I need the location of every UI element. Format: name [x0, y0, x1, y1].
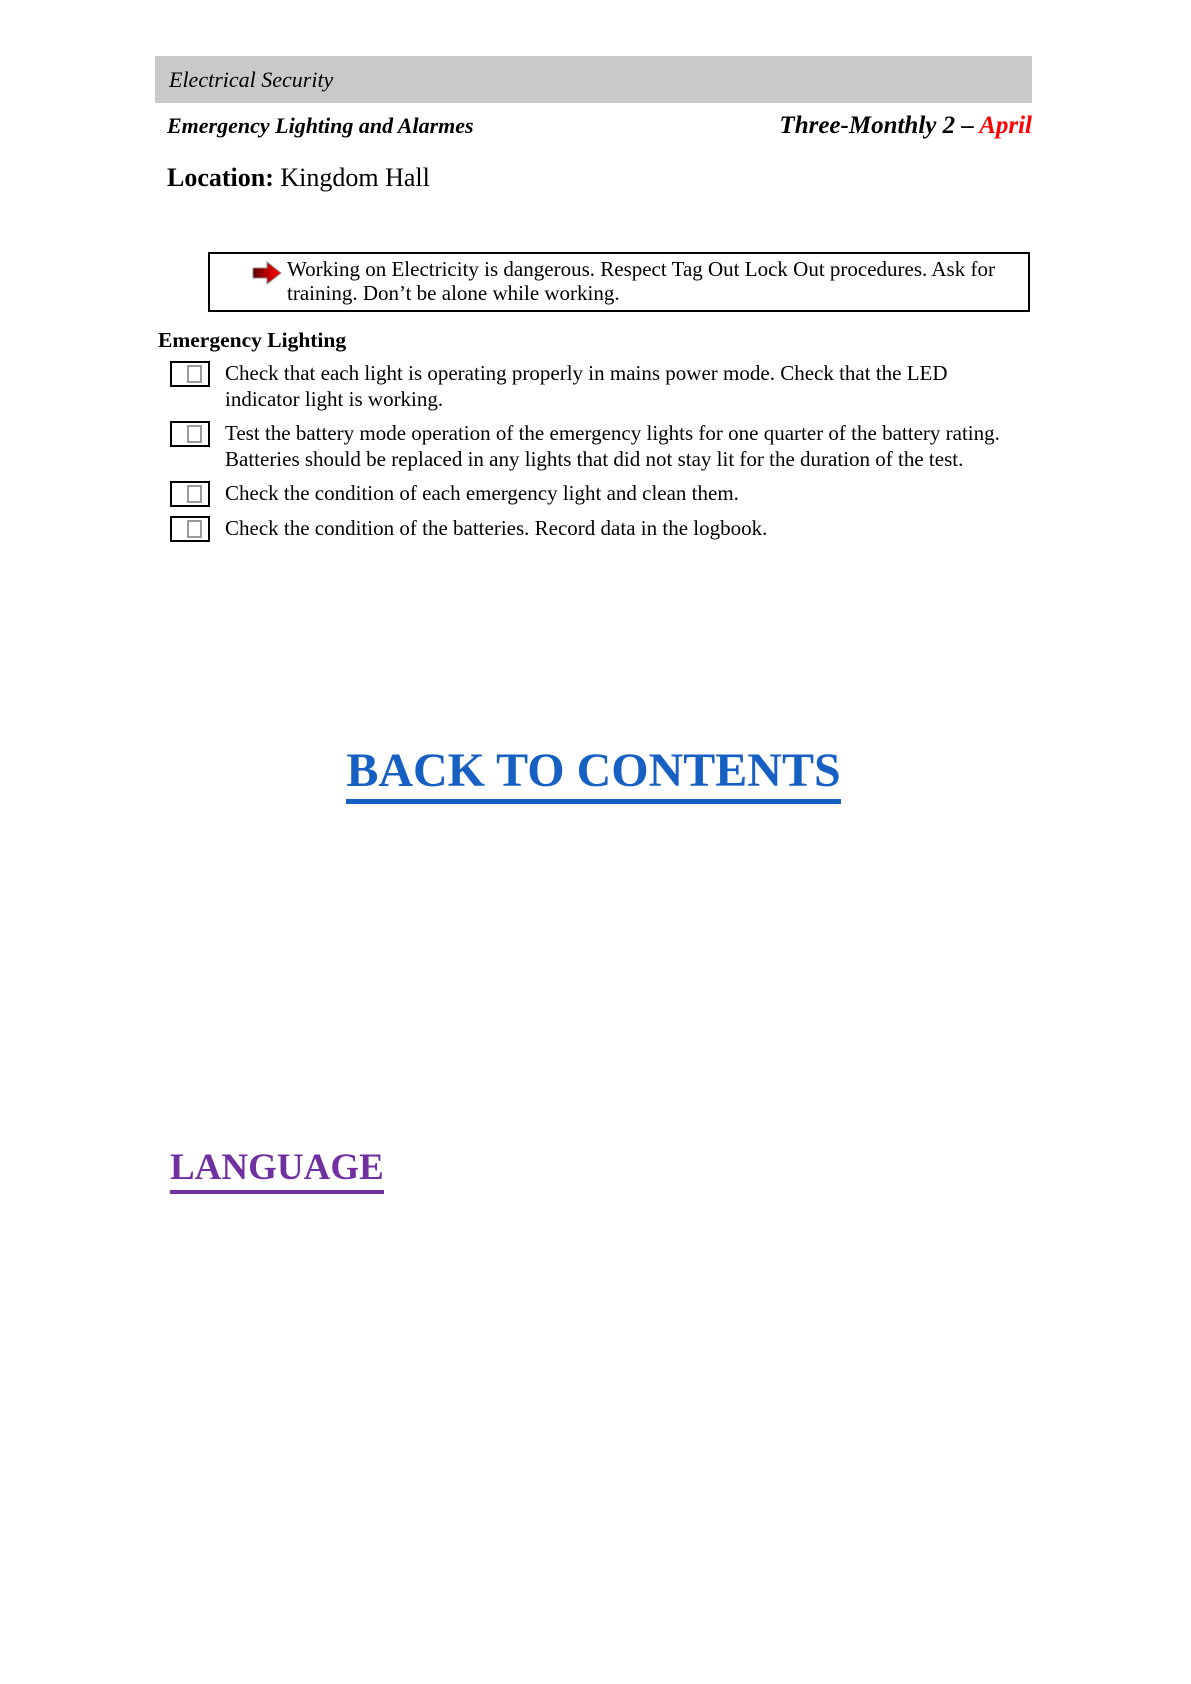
section-header-bar: [155, 56, 1032, 103]
checklist-item-text: Check that each light is operating properly in mains power mode. Check that the LED indicator light is working.: [225, 361, 948, 411]
checklist-item: [170, 360, 1015, 412]
checklist: [170, 360, 1015, 550]
language-container: [170, 1148, 384, 1194]
schedule-month: April: [979, 112, 1032, 139]
location-line: [167, 163, 430, 193]
warning-box: [208, 252, 1030, 312]
checklist-item: [170, 420, 1015, 472]
warning-text: Working on Electricity is dangerous. Respect Tag Out Lock Out procedures. Ask for training. Don’t be alone while working.: [287, 257, 995, 305]
location-label: Location:: [167, 163, 274, 192]
checklist-item-text: Check the condition of the batteries. Record data in the logbook.: [225, 516, 768, 540]
checkbox-icon[interactable]: [170, 361, 210, 387]
checklist-item: [170, 515, 1015, 542]
section-title: Emergency Lighting: [158, 328, 347, 352]
schedule-label: [779, 112, 1032, 140]
back-to-contents-link[interactable]: BACK TO CONTENTS: [346, 746, 840, 804]
checkbox-icon[interactable]: [170, 516, 210, 542]
language-link[interactable]: LANGUAGE: [170, 1148, 384, 1194]
schedule-prefix: Three-Monthly 2 –: [779, 112, 980, 139]
section-header-title: Electrical Security: [169, 66, 334, 92]
subheader-row: [155, 112, 1032, 140]
checkbox-icon[interactable]: [170, 481, 210, 507]
red-arrow-icon: [252, 261, 282, 286]
checklist-item: [170, 480, 1015, 507]
location-value: Kingdom Hall: [273, 163, 430, 192]
back-to-contents-container: [155, 746, 1032, 804]
document-subtitle: Emergency Lighting and Alarmes: [167, 113, 474, 138]
checkbox-icon[interactable]: [170, 421, 210, 447]
checklist-item-text: Test the battery mode operation of the emergency lights for one quarter of the battery rating. Batteries should be replaced in any lights that did not stay lit for the duration of the test.: [225, 421, 1000, 471]
checklist-item-text: Check the condition of each emergency light and clean them.: [225, 481, 739, 505]
